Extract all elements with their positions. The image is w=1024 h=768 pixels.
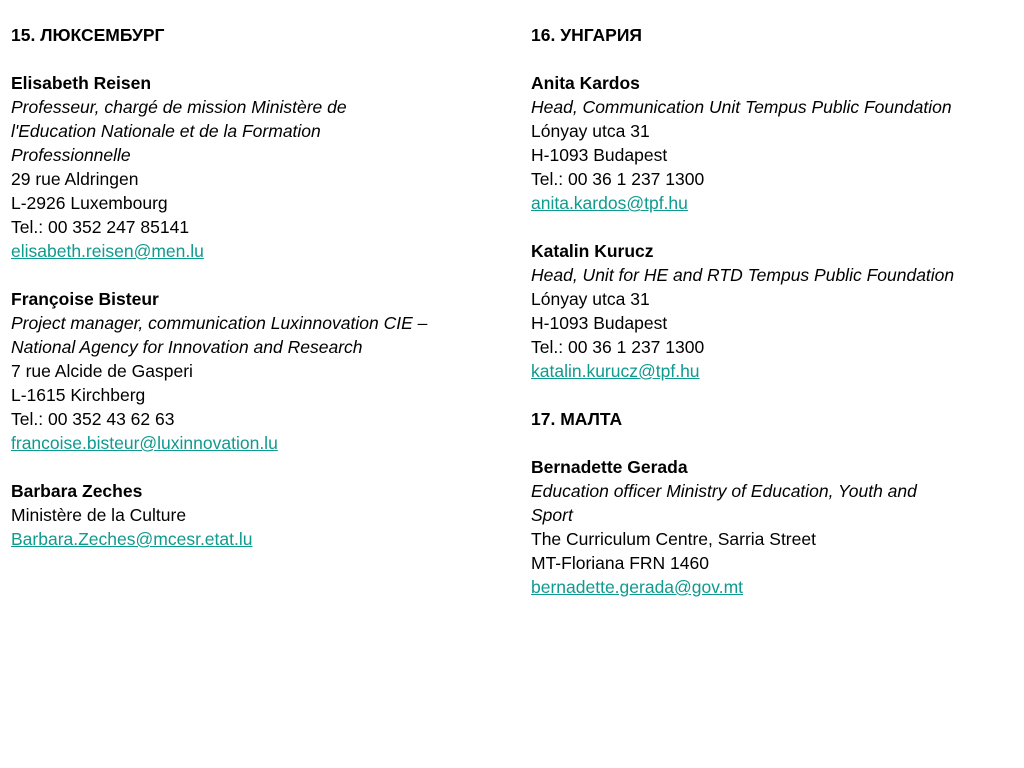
section-title-hungary: 16. УНГАРИЯ: [531, 25, 642, 45]
contact-name: Françoise Bisteur: [11, 289, 159, 309]
contact-name: Anita Kardos: [531, 73, 640, 93]
contact-role-line: Education officer Ministry of Education, Youth and: [531, 481, 917, 501]
contact-address-line: 7 rue Alcide de Gasperi: [11, 361, 193, 381]
section-title-malta: 17. МАЛТА: [531, 409, 623, 429]
email-link[interactable]: elisabeth.reisen@men.lu: [11, 241, 204, 261]
contact-address-line: The Curriculum Centre, Sarria Street: [531, 529, 816, 549]
contact-name: Bernadette Gerada: [531, 457, 688, 477]
contact-phone: Tel.: 00 36 1 237 1300: [531, 169, 705, 189]
section-title-luxembourg: 15. ЛЮКСЕМБУРГ: [11, 25, 165, 45]
contact-name: Barbara Zeches: [11, 481, 143, 501]
contact-address-line: L-2926 Luxembourg: [11, 193, 168, 213]
spacer: [11, 455, 511, 479]
email-link[interactable]: anita.kardos@tpf.hu: [531, 193, 688, 213]
right-column: [531, 23, 1021, 599]
contact-address-line: MT-Floriana FRN 1460: [531, 553, 709, 573]
contact-address-line: H-1093 Budapest: [531, 313, 668, 333]
spacer: [11, 263, 511, 287]
contact-name: Elisabeth Reisen: [11, 73, 152, 93]
contact-address-line: Lónyay utca 31: [531, 121, 650, 141]
contact-phone: Tel.: 00 36 1 237 1300: [531, 337, 705, 357]
left-column: [11, 23, 511, 551]
spacer: [531, 215, 1021, 239]
contact-role-line: National Agency for Innovation and Research: [11, 337, 363, 357]
contact-role-line: Project manager, communication Luxinnovation CIE –: [11, 313, 428, 333]
contact-role-line: Head, Unit for HE and RTD Tempus Public Foundation: [531, 265, 955, 285]
spacer: [11, 47, 511, 71]
contact-role-line: Professionnelle: [11, 145, 131, 165]
contact-address-line: 29 rue Aldringen: [11, 169, 139, 189]
contact-address-line: Lónyay utca 31: [531, 289, 650, 309]
contact-address-line: Ministère de la Culture: [11, 505, 187, 525]
spacer: [531, 47, 1021, 71]
email-link[interactable]: bernadette.gerada@gov.mt: [531, 577, 744, 597]
contact-address-line: H-1093 Budapest: [531, 145, 668, 165]
contact-role-line: Head, Communication Unit Tempus Public Foundation: [531, 97, 952, 117]
contact-address-line: L-1615 Kirchberg: [11, 385, 146, 405]
contact-role-line: l'Education Nationale et de la Formation: [11, 121, 321, 141]
contact-phone: Tel.: 00 352 43 62 63: [11, 409, 175, 429]
spacer: [531, 431, 1021, 455]
email-link[interactable]: francoise.bisteur@luxinnovation.lu: [11, 433, 278, 453]
contact-phone: Tel.: 00 352 247 85141: [11, 217, 190, 237]
contact-role-line: Professeur, chargé de mission Ministère de: [11, 97, 347, 117]
spacer: [531, 383, 1021, 407]
contact-role-line: Sport: [531, 505, 573, 525]
email-link[interactable]: katalin.kurucz@tpf.hu: [531, 361, 700, 381]
email-link[interactable]: Barbara.Zeches@mcesr.etat.lu: [11, 529, 253, 549]
contact-name: Katalin Kurucz: [531, 241, 654, 261]
